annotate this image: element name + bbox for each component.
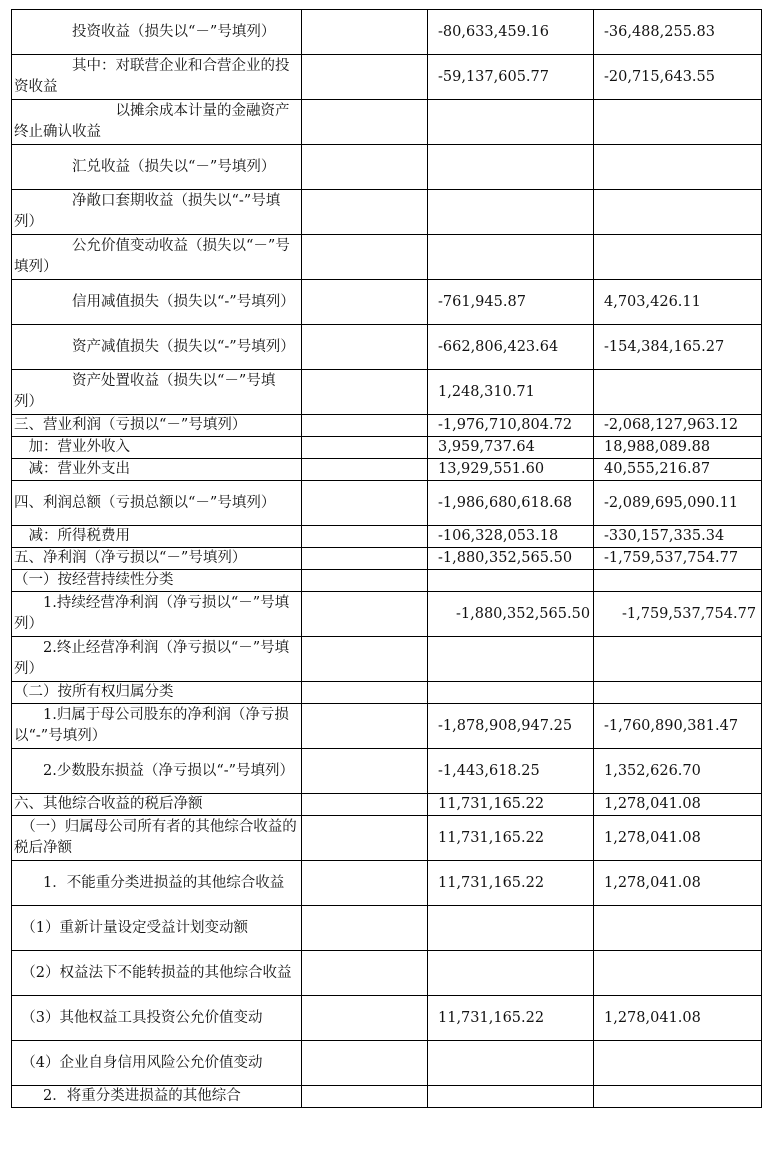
table-row xyxy=(12,526,762,548)
prior-period-value xyxy=(594,190,762,235)
table-row xyxy=(12,280,762,325)
table-row xyxy=(12,415,762,437)
current-period-value xyxy=(428,1041,594,1086)
table-row xyxy=(12,816,762,861)
current-period-value: -106,328,053.18 xyxy=(428,526,594,548)
table-row xyxy=(12,55,762,100)
prior-period-value: -2,089,695,090.11 xyxy=(594,481,762,526)
prior-period-value: -36,488,255.83 xyxy=(594,10,762,55)
prior-period-value xyxy=(594,100,762,145)
current-period-value xyxy=(428,100,594,145)
table-row xyxy=(12,861,762,906)
table-row xyxy=(12,437,762,459)
table-row xyxy=(12,370,762,415)
current-period-value xyxy=(428,637,594,682)
prior-period-value xyxy=(594,906,762,951)
prior-period-value xyxy=(594,1041,762,1086)
prior-period-value xyxy=(594,370,762,415)
row-label: 其中：对联营企业和合营企业的投资收益 xyxy=(12,55,302,100)
empty-cell xyxy=(302,437,428,459)
row-label: 2.少数股东损益（净亏损以“-”号填列） xyxy=(12,749,302,794)
prior-period-value xyxy=(594,570,762,592)
row-label: 汇兑收益（损失以“－”号填列） xyxy=(12,145,302,190)
table-row xyxy=(12,749,762,794)
current-period-value xyxy=(428,190,594,235)
row-label: 五、净利润（净亏损以“－”号填列） xyxy=(12,548,302,570)
empty-cell xyxy=(302,459,428,481)
row-label: 四、利润总额（亏损总额以“－”号填列） xyxy=(12,481,302,526)
table-row xyxy=(12,570,762,592)
empty-cell xyxy=(302,1041,428,1086)
empty-cell xyxy=(302,951,428,996)
table-row xyxy=(12,704,762,749)
current-period-value: -1,880,352,565.50 xyxy=(428,548,594,570)
prior-period-value: -20,715,643.55 xyxy=(594,55,762,100)
table-row xyxy=(12,1086,762,1108)
empty-cell xyxy=(302,906,428,951)
empty-cell xyxy=(302,55,428,100)
empty-cell xyxy=(302,190,428,235)
current-period-value: 3,959,737.64 xyxy=(428,437,594,459)
row-label: （4）企业自身信用风险公允价值变动 xyxy=(12,1041,302,1086)
empty-cell xyxy=(302,1086,428,1108)
prior-period-value: -330,157,335.34 xyxy=(594,526,762,548)
table-row xyxy=(12,235,762,280)
prior-period-value xyxy=(594,682,762,704)
row-label: 1.持续经营净利润（净亏损以“－”号填列） xyxy=(12,592,302,637)
table-row xyxy=(12,1041,762,1086)
table-row xyxy=(12,906,762,951)
empty-cell xyxy=(302,415,428,437)
table-row xyxy=(12,951,762,996)
table-row xyxy=(12,996,762,1041)
empty-cell xyxy=(302,145,428,190)
prior-period-value: -154,384,165.27 xyxy=(594,325,762,370)
row-label: 信用减值损失（损失以“-”号填列） xyxy=(12,280,302,325)
prior-period-value: 1,278,041.08 xyxy=(594,794,762,816)
empty-cell xyxy=(302,592,428,637)
current-period-value xyxy=(428,235,594,280)
table-row xyxy=(12,637,762,682)
table-row xyxy=(12,325,762,370)
row-label: 2．将重分类进损益的其他综合 xyxy=(12,1086,302,1108)
prior-period-value xyxy=(594,637,762,682)
table-row xyxy=(12,145,762,190)
empty-cell xyxy=(302,682,428,704)
row-label: （1）重新计量设定受益计划变动额 xyxy=(12,906,302,951)
row-label: 以摊余成本计量的金融资产终止确认收益 xyxy=(12,100,302,145)
table-row xyxy=(12,459,762,481)
empty-cell xyxy=(302,816,428,861)
empty-cell xyxy=(302,280,428,325)
row-label: 六、其他综合收益的税后净额 xyxy=(12,794,302,816)
row-label: 净敞口套期收益（损失以“-”号填列） xyxy=(12,190,302,235)
current-period-value xyxy=(428,1086,594,1108)
prior-period-value: -1,759,537,754.77 xyxy=(594,548,762,570)
table-row xyxy=(12,100,762,145)
row-label: 1．不能重分类进损益的其他综合收益 xyxy=(12,861,302,906)
current-period-value xyxy=(428,570,594,592)
current-period-value: -80,633,459.16 xyxy=(428,10,594,55)
prior-period-value: 1,278,041.08 xyxy=(594,861,762,906)
income-statement-table xyxy=(11,9,762,1108)
table-row xyxy=(12,10,762,55)
current-period-value: 11,731,165.22 xyxy=(428,996,594,1041)
row-label: （一）按经营持续性分类 xyxy=(12,570,302,592)
empty-cell xyxy=(302,996,428,1041)
prior-period-value xyxy=(594,145,762,190)
current-period-value: -662,806,423.64 xyxy=(428,325,594,370)
table-row xyxy=(12,592,762,637)
prior-period-value: 40,555,216.87 xyxy=(594,459,762,481)
prior-period-value: -1,759,537,754.77 xyxy=(594,592,762,637)
prior-period-value xyxy=(594,235,762,280)
current-period-value: -1,878,908,947.25 xyxy=(428,704,594,749)
prior-period-value xyxy=(594,1086,762,1108)
current-period-value: 13,929,551.60 xyxy=(428,459,594,481)
row-label: 资产处置收益（损失以“－”号填列） xyxy=(12,370,302,415)
empty-cell xyxy=(302,10,428,55)
current-period-value: 1,248,310.71 xyxy=(428,370,594,415)
row-label: 2.终止经营净利润（净亏损以“－”号填列） xyxy=(12,637,302,682)
current-period-value: -1,443,618.25 xyxy=(428,749,594,794)
empty-cell xyxy=(302,637,428,682)
row-label: 减：所得税费用 xyxy=(12,526,302,548)
table-row xyxy=(12,794,762,816)
row-label: （3）其他权益工具投资公允价值变动 xyxy=(12,996,302,1041)
row-label: （2）权益法下不能转损益的其他综合收益 xyxy=(12,951,302,996)
empty-cell xyxy=(302,861,428,906)
row-label: 投资收益（损失以“－”号填列） xyxy=(12,10,302,55)
current-period-value xyxy=(428,682,594,704)
prior-period-value: 18,988,089.88 xyxy=(594,437,762,459)
current-period-value xyxy=(428,145,594,190)
row-label: 公允价值变动收益（损失以“－”号填列） xyxy=(12,235,302,280)
prior-period-value: 1,352,626.70 xyxy=(594,749,762,794)
row-label: （二）按所有权归属分类 xyxy=(12,682,302,704)
empty-cell xyxy=(302,749,428,794)
empty-cell xyxy=(302,548,428,570)
row-label: 加：营业外收入 xyxy=(12,437,302,459)
prior-period-value: -2,068,127,963.12 xyxy=(594,415,762,437)
row-label: 三、营业利润（亏损以“－”号填列） xyxy=(12,415,302,437)
empty-cell xyxy=(302,570,428,592)
empty-cell xyxy=(302,325,428,370)
income-statement-fragment xyxy=(11,9,762,1108)
empty-cell xyxy=(302,794,428,816)
empty-cell xyxy=(302,370,428,415)
current-period-value xyxy=(428,951,594,996)
empty-cell xyxy=(302,100,428,145)
current-period-value: -761,945.87 xyxy=(428,280,594,325)
current-period-value: 11,731,165.22 xyxy=(428,816,594,861)
prior-period-value: 1,278,041.08 xyxy=(594,996,762,1041)
empty-cell xyxy=(302,481,428,526)
current-period-value: -1,880,352,565.50 xyxy=(428,592,594,637)
current-period-value: 11,731,165.22 xyxy=(428,794,594,816)
current-period-value: -1,976,710,804.72 xyxy=(428,415,594,437)
table-row xyxy=(12,682,762,704)
table-row xyxy=(12,481,762,526)
prior-period-value: 1,278,041.08 xyxy=(594,816,762,861)
empty-cell xyxy=(302,235,428,280)
prior-period-value: -1,760,890,381.47 xyxy=(594,704,762,749)
current-period-value: -59,137,605.77 xyxy=(428,55,594,100)
empty-cell xyxy=(302,526,428,548)
prior-period-value xyxy=(594,951,762,996)
table-row xyxy=(12,190,762,235)
row-label: 减：营业外支出 xyxy=(12,459,302,481)
current-period-value: -1,986,680,618.68 xyxy=(428,481,594,526)
current-period-value: 11,731,165.22 xyxy=(428,861,594,906)
row-label: （一）归属母公司所有者的其他综合收益的税后净额 xyxy=(12,816,302,861)
row-label: 1.归属于母公司股东的净利润（净亏损以“-”号填列） xyxy=(12,704,302,749)
row-label: 资产减值损失（损失以“-”号填列） xyxy=(12,325,302,370)
prior-period-value: 4,703,426.11 xyxy=(594,280,762,325)
table-row xyxy=(12,548,762,570)
empty-cell xyxy=(302,704,428,749)
current-period-value xyxy=(428,906,594,951)
